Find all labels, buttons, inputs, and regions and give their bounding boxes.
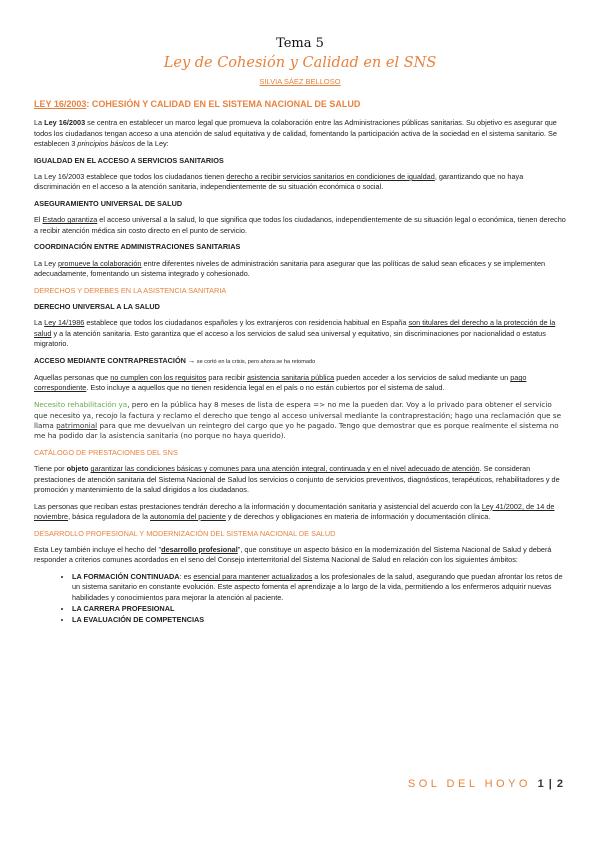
paragraph-catalogo-2: Las personas que reciban estas prestaciones tendrán derecho a la información y documentación sanitaria y asistencial del acuerdo con la Ley 41/2002, de 14 de noviembre, básica reguladora de la autonomía del paciente y de derechos y obligaciones en materia de información y documentación clínica. [34, 501, 555, 521]
heading-catalogo: CATÁLOGO DE PRESTACIONES DEL SNS [34, 447, 178, 457]
page-footer [408, 778, 564, 790]
page-number: 1 | 2 [537, 778, 564, 790]
main-heading [34, 99, 566, 109]
paragraph-igualdad: La Ley 16/2003 establece que todos los ciudadanos tienen derecho a recibir servicios sanitarios en condiciones de igualdad, garantizando que no haya discriminación en el acceso a la atención sanitaria, independientemente de su situación económica o social. [34, 171, 524, 192]
paragraph-derecho-universal: La Ley 14/1986 establece que todos los ciudadanos españoles y los extranjeros con residencia habitual en España son titulares del derecho a la protección de la salud y a la atención sanitaria. Esto garantiza que el acceso a los servicios de salud sea universal y equitativo, sin discriminaciones por nacionalidad o estatus migratorio. [34, 318, 556, 349]
heading-desarrollo: DESARROLLO PROFESIONAL Y MODERNIZACIÓN DEL SISTEMA NACIONAL DE SALUD [34, 528, 336, 538]
document-title: Ley de Cohesión y Calidad en el SNS [163, 55, 437, 71]
heading-derechos: DERECHOS Y DEREBES EN LA ASISTENCIA SANITARIA [34, 285, 227, 295]
heading-igualdad: IGUALDAD EN EL ACCESO A SERVICIOS SANITARIOS [34, 155, 224, 165]
paragraph-contraprestacion: Aquellas personas que no cumplen con los requisitos para recibir asistencia sanitaria pública pueden acceder a los servicios de salud mediante un pago correspondiente. Esto incluye a aquellos que no tienen residencia legal en el país o no están cubiertos por el sistema de salud. [34, 373, 527, 393]
heading-coordinacion: COORDINACIÓN ENTRE ADMINISTRACIONES SANITARIAS [34, 242, 241, 252]
footer-name: SOL DEL HOYO [407, 778, 531, 790]
heading-derecho-universal: DERECHO UNIVERSAL A LA SALUD [34, 302, 160, 312]
ambitos-list [34, 572, 566, 625]
paragraph-coordinacion: La Ley promueve la colaboración entre diferentes niveles de administración sanitaria para asegurar que las políticas de salud sean eficaces y se implementen adecuadamente, fomentando un sistema integrado y cohesionado. [34, 258, 546, 279]
paragraph-aseguramiento: El Estado garantiza el acceso universal a la salud, lo que significa que todos los ciudadanos, independientemente de su situación legal o económica, tienen derecho a recibir atención médica sin costo directo en el punto de servicio. [34, 215, 566, 235]
arrow-icon: → [187, 355, 196, 365]
main-heading-law: LEY 16/2003 [34, 99, 87, 109]
list-item: • LA FORMACIÓN CONTINUADA: es esencial para mantener actualizados a los profesionales de la salud, asegurando que puedan afrontar los retos de un sistema sanitario en constante evolución. Este aspecto fomenta el aprendizaje a lo largo de la vida, permitiendo a los enfermeros adquirir nuevas habilidades y conocimientos para mejorar la atención al paciente. [72, 572, 566, 603]
main-heading-rest: : COHESIÓN Y CALIDAD EN EL SISTEMA NACIONAL DE SALUD [86, 99, 361, 109]
paragraph-catalogo-1: Tiene por objeto garantizar las condiciones básicas y comunes para una atención integral, continuada y en el nivel adecuado de atención. Se consideran prestaciones de atención sanitaria del Sistema Nacional de Salud los servicios o conjunto de servicios preventivos, diagnósticos, terapéuticos, rehabilitadores y de promoción y mantenimiento de la salud dirigidos a los ciudadanos. [34, 464, 560, 494]
list-item: • LA CARRERA PROFESIONAL [72, 604, 566, 614]
author-name: SILVIA SÁEZ BELLOSO [259, 77, 341, 86]
handwritten-note: Necesito rehabilitación ya, pero en la pública hay 8 meses de lista de espera => no me la pueden dar. Voy a lo privado para obtener el servicio que necesito ya, recojo la factura y reclamo el derecho que tengo al acceso universal mediante la contraprestación; hago una reclamación que se llama patrimonial para que me devuelvan un reintegro del cargo que yo he pagado. Tengo que demostrar que es porque realmente el sistema no me ha podido dar la asistencia sanitaria (no porque no haya querido). [34, 400, 561, 441]
topic-number: Tema 5 [276, 36, 324, 51]
heading-contraprestacion: ACCESO MEDIANTE CONTRAPRESTACIÓN → se cortó en la crisis, pero ahora se ha retomado [34, 355, 316, 365]
heading-aseguramiento: ASEGURAMIENTO UNIVERSAL DE SALUD [34, 199, 183, 209]
intro-paragraph: La Ley 16/2003 se centra en establecer un marco legal que promueva la colaboración entre las Administraciones públicas sanitarias. Su objetivo es asegurar que todos los ciudadanos tengan acceso a una atención de salud equitativa y de calidad, fomentando la participación activa de la sociedad en el sistema sanitario. Se establecen 3 principios básicos de la Ley: [34, 118, 557, 148]
paragraph-desarrollo: Esta Ley también incluye el hecho del "desarrollo profesional", que constituye un aspecto básico en la modernización del Sistema Nacional de Salud y deberá responder a criterios comunes acordados en el seno del Consejo interterritorial del Sistema Nacional de Salud en relación con los siguientes ámbitos: [34, 545, 552, 565]
list-item: • LA EVALUACIÓN DE COMPETENCIAS [72, 615, 566, 625]
document-body [34, 99, 566, 627]
contraprestacion-note: se cortó en la crisis, pero ahora se ha retomado [195, 358, 316, 365]
